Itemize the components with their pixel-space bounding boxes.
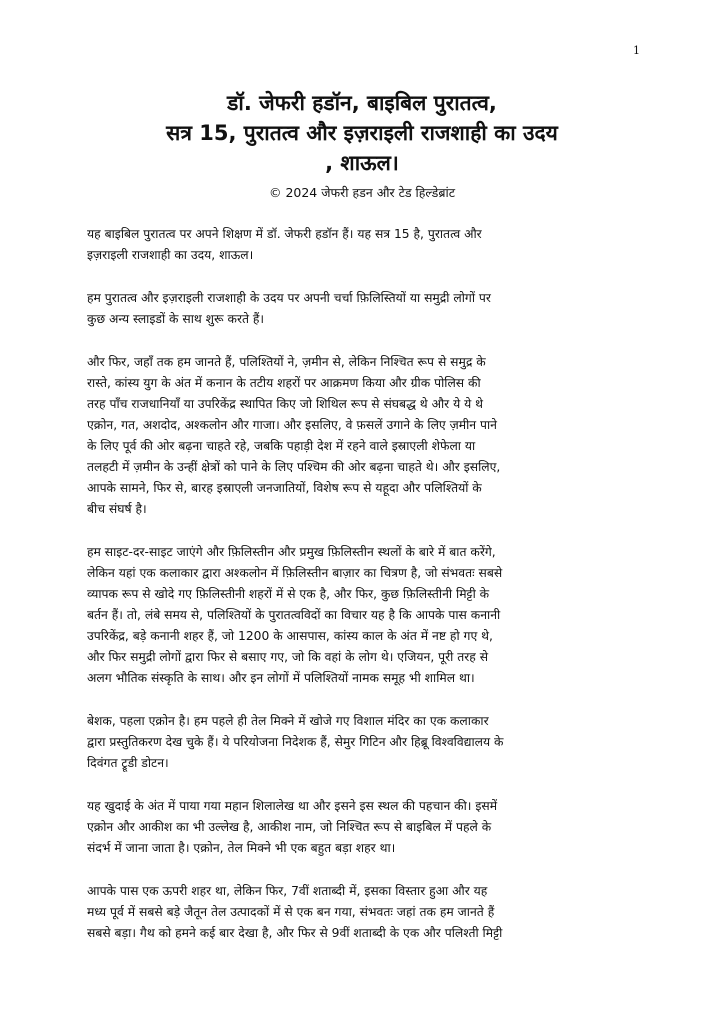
document-title (80, 88, 644, 178)
paragraph (87, 224, 639, 266)
text-line: बर्तन हैं। तो, लंबे समय से, पलिश्तियों के पुरातत्वविदों का विचार यह है कि आपके पास कनानी (87, 608, 501, 622)
paragraph (87, 711, 639, 774)
text-line: अलग भौतिक संस्कृति के साथ। और इन लोगों में पलिश्तियों नामक समूह भी शामिल था। (87, 671, 475, 685)
text-line: तलहटी में ज़मीन के उन्हीं क्षेत्रों को पाने के लिए पश्चिम की ओर बढ़ना चाहते थे। और इसलिए, (87, 460, 501, 474)
text-line: रास्ते, कांस्य युग के अंत में कनान के तटीय शहरों पर आक्रमण किया और ग्रीक पोलिस की (87, 376, 481, 390)
text-line: लेकिन यहां एक कलाकार द्वारा अश्कलोन में फ़िलिस्तीन बाज़ार का चित्रण है, जो संभवतः सबसे (87, 566, 503, 580)
text-line: उपरिकेंद्र, बड़े कनानी शहर हैं, जो 1200 के आसपास, कांस्य काल के अंत में नष्ट हो गए थे, (87, 629, 493, 643)
page-number: 1 (633, 44, 640, 57)
copyright-notice: © 2024 जेफरी हडन और टेड हिल्डेब्रांट (268, 185, 456, 200)
text-line: एक्रोन, गत, अशदोद, अश्कलोन और गाजा। और इसलिए, वे फ़सलें उगाने के लिए ज़मीन पाने (87, 418, 498, 432)
text-line: द्वारा प्रस्तुतिकरण देख चुके हैं। ये परियोजना निदेशक हैं, सेमुर गिटिन और हिब्रू विश्वविद्यालय के (87, 735, 504, 749)
text-line: एक्रोन और आकीश का भी उल्लेख है, आकीश नाम, जो निश्चित रूप से बाइबिल में पहले के (87, 820, 492, 834)
text-line: आपके सामने, फिर से, बारह इस्राएली जनजातियों, विशेष रूप से यहूदा और पलिश्तियों के (87, 481, 482, 495)
text-line: बेशक, पहला एक्रोन है। हम पहले ही तेल मिक्ने में खोजे गए विशाल मंदिर का एक कलाकार (87, 714, 489, 728)
paragraph (87, 352, 639, 520)
text-line: दिवंगत ट्रूडी डोटन। (87, 756, 169, 770)
text-line: और फिर, जहाँ तक हम जानते हैं, पलिश्तियों ने, ज़मीन से, लेकिन निश्चित रूप से समुद्र के (87, 355, 486, 369)
text-line: आपके पास एक ऊपरी शहर था, लेकिन फिर, 7वीं शताब्दी में, इसका विस्तार हुआ और यह (87, 884, 488, 898)
paragraph (87, 542, 639, 689)
text-line: कुछ अन्य स्लाइडों के साथ शुरू करते हैं। (87, 312, 265, 326)
title-line: डॉ. जेफरी हडॉन, बाइबिल पुरातत्व, (227, 91, 497, 115)
title-line: , शाऊल। (325, 151, 399, 175)
text-line: संदर्भ में जाना जाता है। एक्रोन, तेल मिक्ने भी एक बहुत बड़ा शहर था। (87, 841, 396, 855)
text-line: यह बाइबिल पुरातत्व पर अपने शिक्षण में डॉ. जेफरी हडॉन हैं। यह सत्र 15 है, पुरातत्व और (87, 227, 482, 241)
text-line: हम साइट-दर-साइट जाएंगे और फ़िलिस्तीन और प्रमुख फ़िलिस्तीन स्थलों के बारे में बात करेंगे, (87, 545, 496, 559)
text-line: हम पुरातत्व और इज़राइली राजशाही के उदय पर अपनी चर्चा फ़िलिस्तियों या समुद्री लोगों पर (87, 291, 491, 305)
paragraph (87, 288, 639, 330)
title-line: सत्र 15, पुरातत्व और इज़राइली राजशाही का उदय (166, 121, 558, 145)
text-line: यह खुदाई के अंत में पाया गया महान शिलालेख था और इसने इस स्थल की पहचान की। इसमें (87, 799, 498, 813)
text-line: के लिए पूर्व की ओर बढ़ना चाहते रहे, जबकि पहाड़ी देश में रहने वाले इस्राएली शेफेला या (87, 439, 476, 453)
text-line: बीच संघर्ष है। (87, 502, 147, 516)
text-line: और फिर समुद्री लोगों द्वारा फिर से बसाए गए, जो कि वहां के लोग थे। एजियन, पूरी तरह से (87, 650, 489, 664)
paragraph (87, 881, 639, 944)
paragraph (87, 796, 639, 859)
text-line: सबसे बड़ा। गैथ को हमने कई बार देखा है, और फिर से 9वीं शताब्दी के एक और पलिश्ती मिट्टी (87, 926, 503, 940)
text-line: तरह पाँच राजधानियाँ या उपरिकेंद्र स्थापित किए जो शिथिल रूप से संघबद्ध थे और ये ये थे (87, 397, 484, 411)
document-body (87, 224, 639, 966)
text-line: इज़राइली राजशाही का उदय, शाऊल। (87, 248, 254, 262)
text-line: व्यापक रूप से खोदे गए फ़िलिस्तीनी शहरों में से एक है, और फिर, कुछ फ़िलिस्तीनी मिट्टी के (87, 587, 490, 601)
text-line: मध्य पूर्व में सबसे बड़े जैतून तेल उत्पादकों में से एक बन गया, संभवतः जहां तक हम जानते हैं (87, 905, 495, 919)
